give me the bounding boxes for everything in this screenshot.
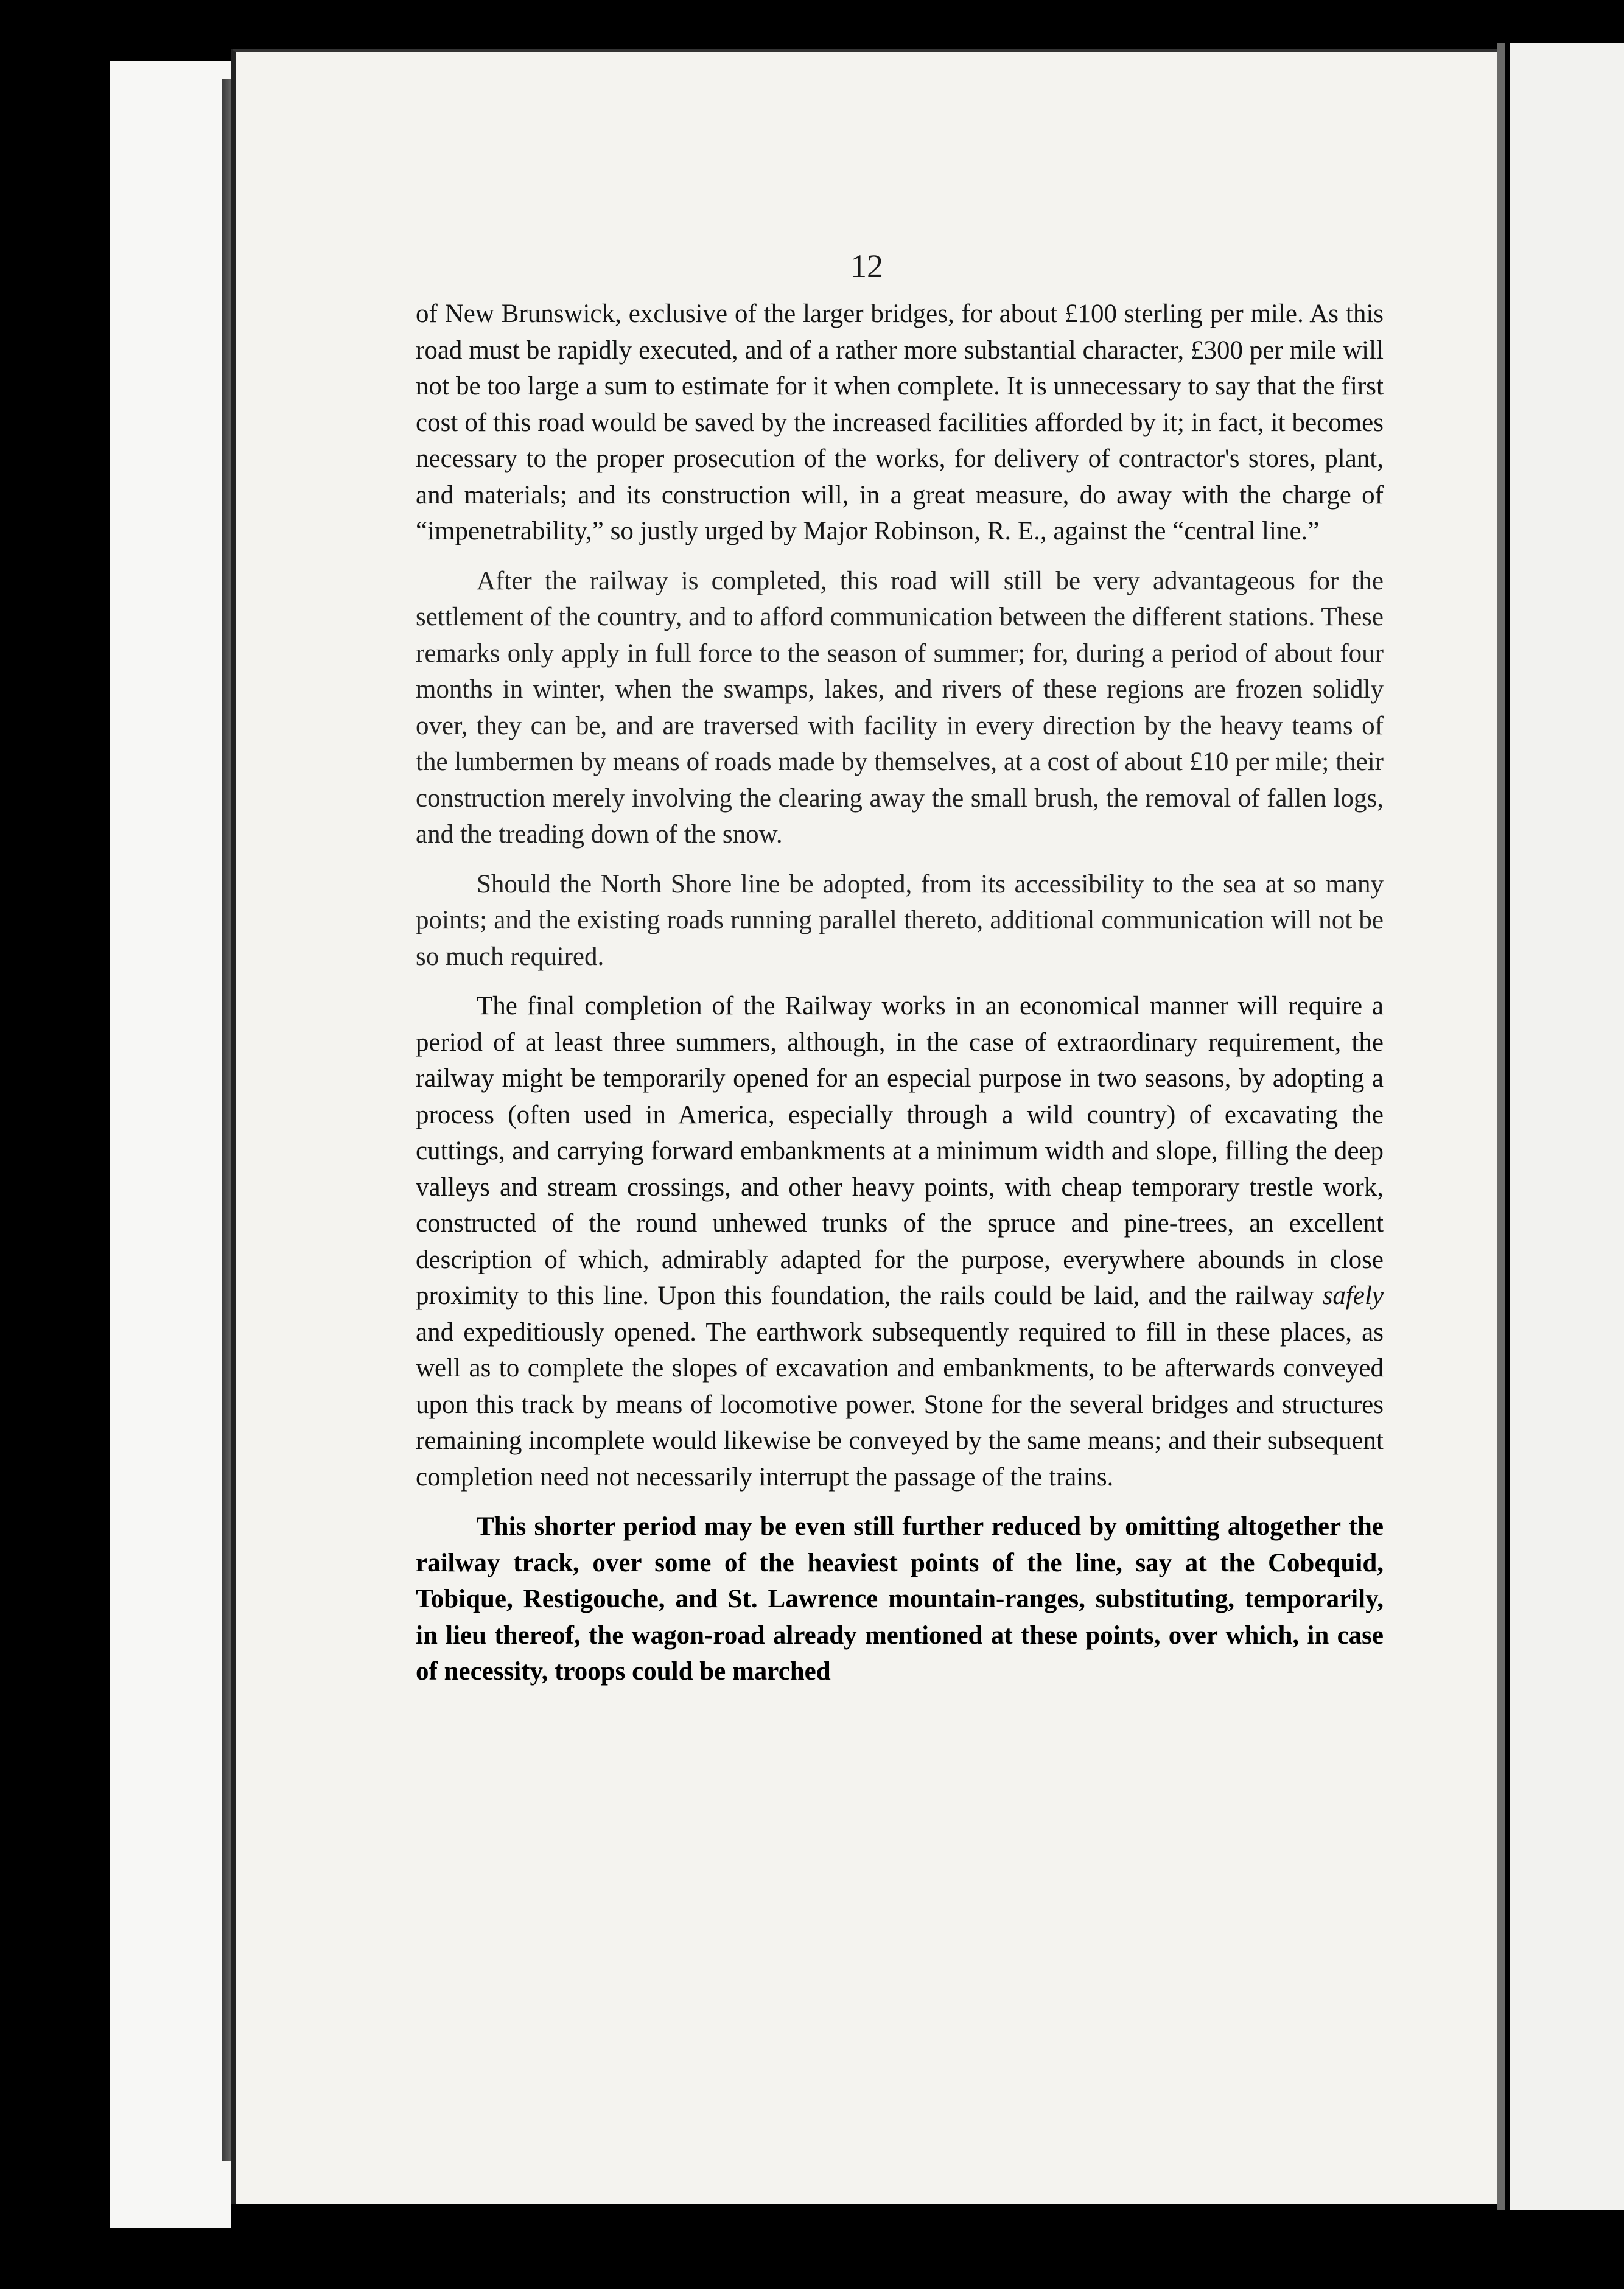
- paragraph-1: of New Brunswick, exclusive of the larger bridges, for about £100 sterling per mile. As this road must be rapidly executed, and of a rather more substantial character, £300 per mile will not be too large a sum to estimate for it when complete. It is unnecessary to say that the first cost of this road would be saved by the increased facilities afforded by it; in fact, it becomes necessary to the proper prosecution of the works, for delivery of contractor's stores, plant, and materials; and its construction will, in a great measure, do away with the charge of “impenetrability,” so justly urged by Major Robinson, R. E., against the “central line.”: [416, 300, 1384, 545]
- binding-edge: [1497, 43, 1505, 2210]
- paragraph-3: Should the North Shore line be adopted, from its accessibility to the sea at so many points; and the existing roads running parallel thereto, additional communication will not be so much required.: [416, 869, 1384, 971]
- page-number: 12: [850, 248, 883, 284]
- paragraph-5: This shorter period may be even still further reduced by omitting altogether the railway track, over some of the heaviest points of the line, say at the Cobequid, Tobique, Restigouche, and St. Lawrence mountain-ranges, substituting, temporarily, in lieu thereof, the wagon-road already mentioned at these points, over which, in case of necessity, troops could be marched: [416, 1512, 1384, 1686]
- paragraph-4-part-1: The final completion of the Railway works in an economical manner will require a period of at least three summers, although, in the case of extraordinary requirement, the railway might be temporarily opened for an especial purpose in two seasons, by adopting a process (often used in America, especially through a wild country) of excavating the cuttings, and carrying forward embankments at a minimum width and slope, filling the deep valleys and stream crossings, and other heavy points, with cheap temporary trestle work, constructed of the round unhewed trunks of the spruce and pine-trees, an excellent description of which, admirably adapted for the purpose, everywhere abounds in close proximity to this line. Upon this foundation, the rails could be laid, and the railway: [416, 992, 1384, 1310]
- left-margin: [110, 61, 231, 2228]
- adjacent-page-edge: [1510, 43, 1624, 2210]
- paragraph-4-part-2: and expeditiously opened. The earthwork subsequently required to fill in these places, as well as to complete the slopes of excavation and embankments, to be afterwards conveyed upon this track by means of locomotive power. Stone for the several bridges and structures remaining incomplete would likewise be conveyed by the same means; and their subsequent completion need not necessarily interrupt the passage of the trains.: [416, 1317, 1384, 1492]
- emphasis-safely: safely: [1322, 1281, 1384, 1310]
- body-text: [416, 296, 1384, 1703]
- paragraph-2: After the railway is completed, this road will still be very advantageous for the settlement of the country, and to afford communication between the different stations. These remarks only apply in full force to the season of summer; for, during a period of about four months in winter, when the swamps, lakes, and rivers of these regions are frozen solidly over, they can be, and are traversed with facility in every direction by the heavy teams of the lumbermen by means of roads made by themselves, at a cost of about £10 per mile; their construction merely involving the clearing away the small brush, the removal of fallen logs, and the treading down of the snow.: [416, 566, 1384, 849]
- document-page: [231, 49, 1497, 2204]
- paragraph-4: [416, 988, 1384, 1495]
